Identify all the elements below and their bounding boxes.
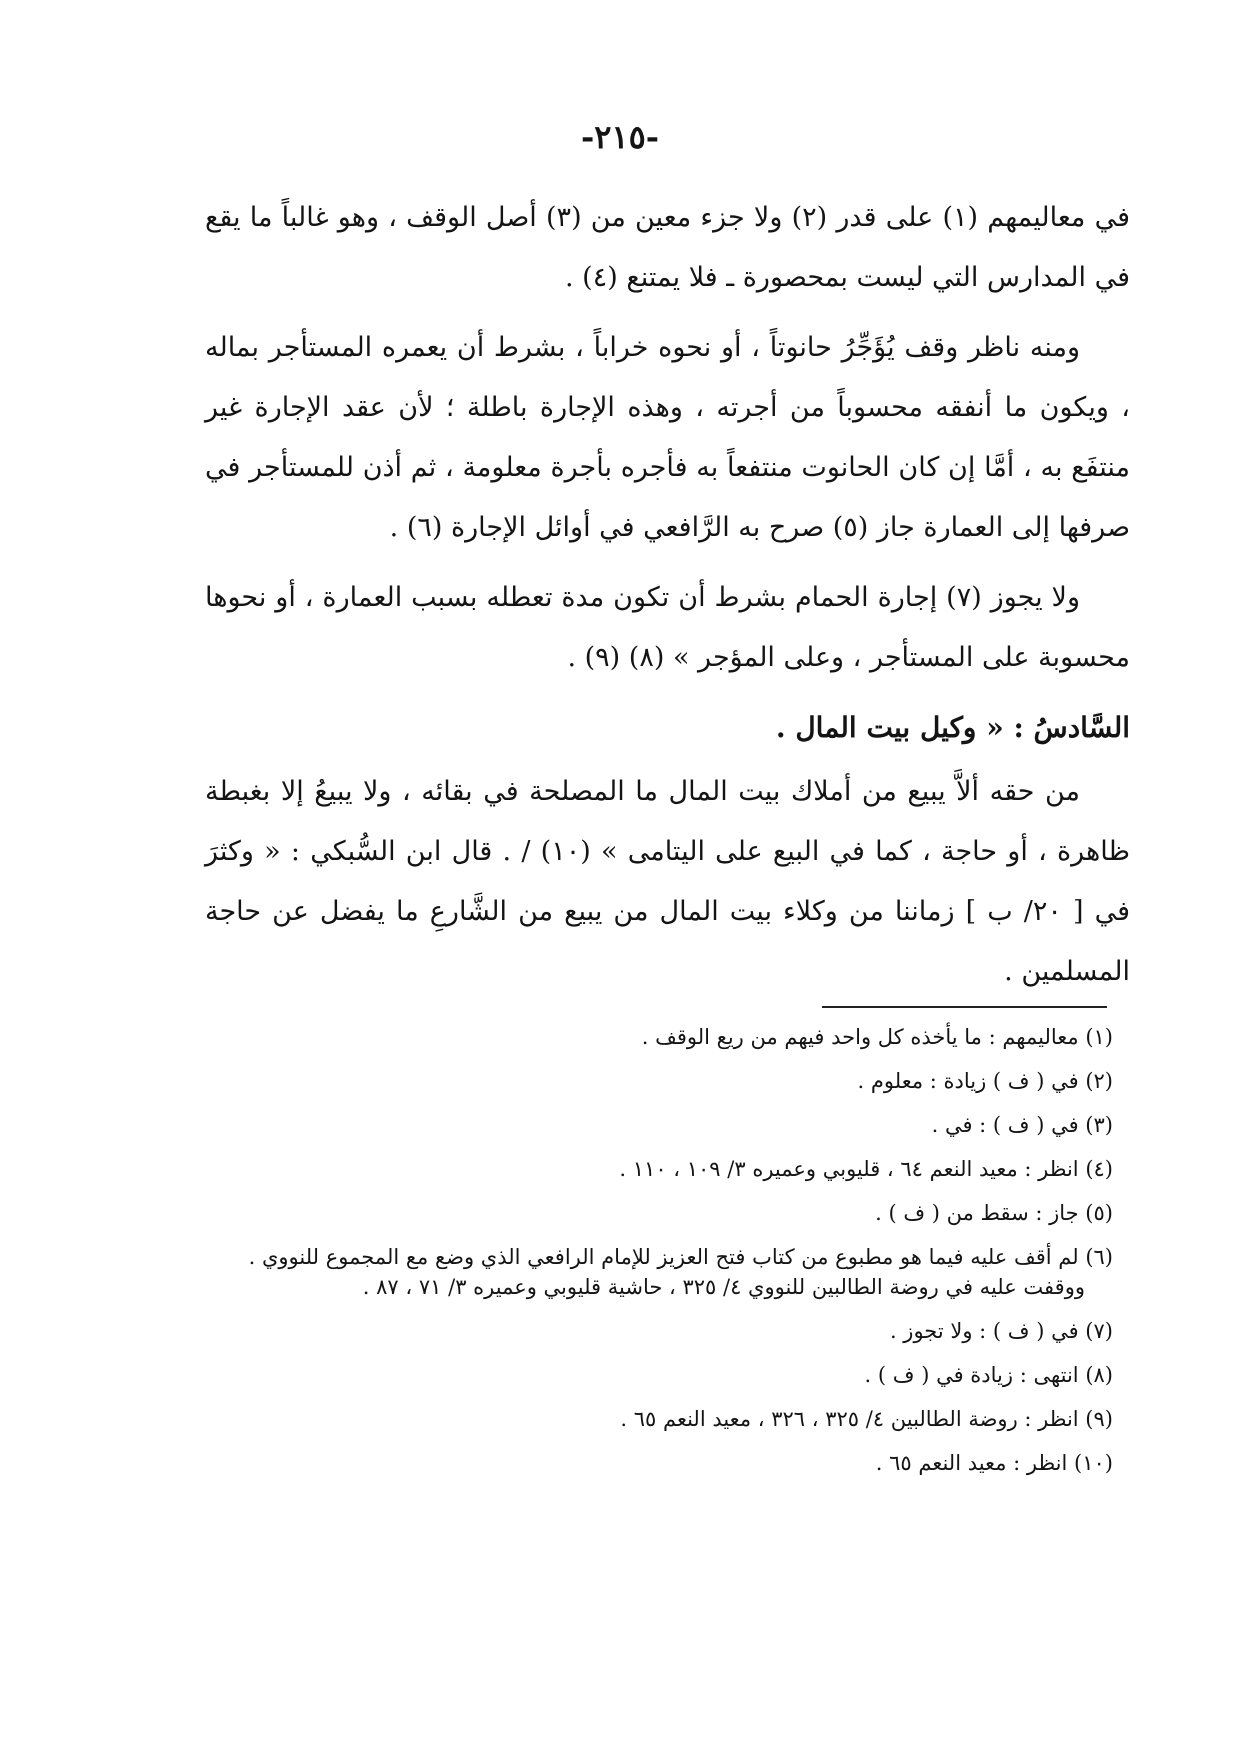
paragraph-lease-condition: ومنه ناظر وقف يُؤَجِّرُ حانوتاً ، أو نحوه خراباً ، بشرط أن يعمره المستأجر بماله ، ويكون ما أنفقه محسوباً من أجرته ، وهذه الإجارة باطلة ؛ لأن عقد الإجارة غير منتفَع به ، أمَّا إن كان الحانوت منتفعاً به فأجره بأجرة معلومة ، ثم أذن للمستأجر في صرفها إلى العمارة جاز (٥) صرح به الرَّافعي في أوائل الإجارة (٦) .	[205, 332, 1130, 543]
paragraph-continuation: في معاليمهم (١) على قدر (٢) ولا جزء معين من (٣) أصل الوقف ، وهو غالباً ما يقع في المدارس التي ليست بمحصورة ـ فلا يمتنع (٤) .	[205, 202, 1130, 293]
footnote-separator	[822, 1006, 1107, 1008]
footnote-4: (٤) انظر : معيد النعم ٦٤ ، قليوبي وعميره ٣/ ١٠٩ ، ١١٠ .	[619, 1157, 1113, 1181]
footnote-8: (٨) انتهى : زيادة في ( ف ) .	[864, 1363, 1113, 1387]
footnotes-list	[205, 1022, 1113, 1492]
page-number: -٢١٥-	[580, 118, 660, 156]
footnote-5: (٥) جاز : سقط من ( ف ) .	[875, 1201, 1113, 1225]
footnote-6-text: (٦) لم أقف عليه فيما هو مطبوع من كتاب فتح العزيز للإمام الرافعي الذي وضع مع المجموع للنووي .	[248, 1245, 1113, 1269]
footnote-6-continuation: ووقفت عليه في روضة الطالبين للنووي ٤/ ٣٢٥ ، حاشية قليوبي وعميره ٣/ ٧١ ، ٨٧ .	[362, 1275, 1085, 1299]
footnote-1: (١) معاليمهم : ما يأخذه كل واحد فيهم من ريع الوقف .	[641, 1025, 1113, 1049]
footnote-3: (٣) في ( ف ) : في .	[931, 1113, 1113, 1137]
paragraph-treasury-agent-text: من حقه ألاَّ يبيع من أملاك بيت المال ما المصلحة في بقائه ، ولا يبيعُ إلا بغبطة ظاهرة ، أو حاجة ، كما في البيع على اليتامى » (١٠) / . قال ابن السُّبكي : « وكثرَ في	[205, 776, 1131, 927]
manuscript-folio-reference: [ ٢٠/ ب ]	[965, 896, 1084, 927]
footnote-6	[205, 1242, 1113, 1302]
section-heading-sixth: السَّادسُ : « وكيل بيت المال .	[775, 711, 1130, 744]
paragraph-bath-lease: ولا يجوز (٧) إجارة الحمام بشرط أن تكون مدة تعطله بسبب العمارة ، أو نحوها محسوبة على المستأجر ، وعلى المؤجر » (٨) (٩) .	[205, 582, 1130, 673]
footnote-7: (٧) في ( ف ) : ولا تجوز .	[889, 1319, 1113, 1343]
main-text	[205, 188, 1130, 1002]
footnote-2: (٢) في ( ف ) زيادة : معلوم .	[857, 1069, 1113, 1093]
paragraph-treasury-agent	[205, 762, 1130, 1002]
footnote-9: (٩) انظر : روضة الطالبين ٤/ ٣٢٥ ، ٣٢٦ ، معيد النعم ٦٥ .	[620, 1407, 1113, 1431]
paragraph-treasury-agent-text-end: زماننا من وكلاء بيت المال من يبيع من الشَّارعِ ما يفضل عن حاجة المسلمين .	[205, 896, 1130, 987]
footnote-10: (١٠) انظر : معيد النعم ٦٥ .	[875, 1451, 1113, 1475]
